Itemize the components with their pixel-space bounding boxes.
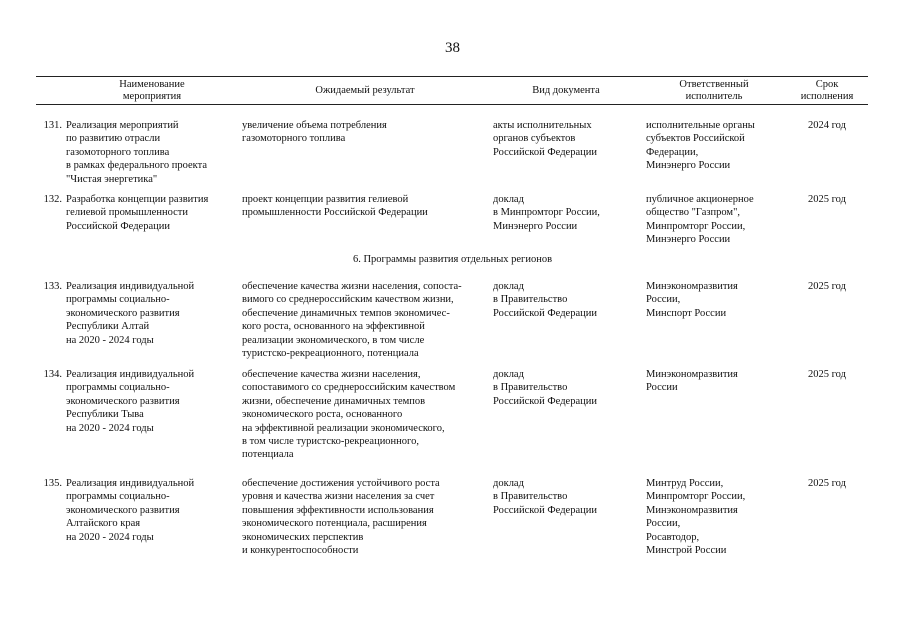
row-responsible: Минтруд России, Минпромторг России, Минэкономразвития России, Росавтодор, Минстрой России [646, 478, 746, 557]
row-deadline: 2025 год [808, 369, 846, 380]
row-deadline: 2025 год [808, 194, 846, 205]
row-responsible: публичное акционерное общество "Газпром", Минпромторг России, Минэнерго России [646, 194, 754, 246]
row-responsible: Минэкономразвития России, Минспорт России [646, 281, 738, 319]
row-result: обеспечение качества жизни населения, сопоставимого со среднероссийским качеством жизни, обеспечение динамичных темпов экономического роста, основанного на эффективной реализации экономического, в том числе туристско-рекреационного, потенциала [242, 369, 456, 461]
row-result: обеспечение качества жизни населения, сопоста- вимого со среднероссийским качеством жизни, обеспечение динамичных темпов экономичес- кого роста, основанного на эффективной реализации экономического, в том числе туристско-рекреационного, потенциала [242, 281, 462, 360]
header-deadline: Срок исполнения [800, 79, 854, 102]
row-doc-type: доклад в Правительство Российской Федерации [493, 478, 597, 516]
header-name: Наименование мероприятия [119, 79, 185, 102]
row-result: увеличение объема потребления газомоторного топлива [242, 120, 387, 145]
row-deadline: 2025 год [808, 281, 846, 292]
row-doc-type: доклад в Правительство Российской Федерации [493, 281, 597, 319]
row-number: 131. [43, 120, 62, 131]
header-responsible: Ответственный исполнитель [679, 79, 749, 102]
row-deadline: 2025 год [808, 478, 846, 489]
page-number: 38 [445, 40, 460, 56]
row-name: Реализация мероприятий по развитию отрасли газомоторного топлива в рамках федерального проекта "Чистая энергетика" [66, 120, 208, 185]
row-doc-type: доклад в Правительство Российской Федерации [493, 369, 597, 407]
row-number: 135. [43, 478, 62, 489]
row-result: обеспечение достижения устойчивого роста уровня и качества жизни населения за счет повышения эффективности использования экономического потенциала, расширения экономических перспектив и конкурентоспособности [242, 478, 440, 557]
row-name: Реализация индивидуальной программы социально- экономического развития Алтайского края на 2020 - 2024 годы [66, 478, 195, 543]
header-result: Ожидаемый результат [315, 85, 415, 96]
row-name: Разработка концепции развития гелиевой промышленности Российской Федерации [66, 194, 209, 232]
row-responsible: исполнительные органы субъектов Российской Федерации, Минэнерго России [646, 120, 755, 172]
row-name: Реализация индивидуальной программы социально- экономического развития Республики Алтай на 2020 - 2024 годы [66, 281, 195, 346]
table-header-top-rule [36, 76, 868, 77]
table-header-bottom-rule [36, 104, 868, 105]
header-doc-type: Вид документа [532, 85, 600, 96]
row-number: 133. [43, 281, 62, 292]
row-doc-type: доклад в Минпромторг России, Минэнерго России [493, 194, 600, 232]
row-number: 134. [43, 369, 62, 380]
section-title: 6. Программы развития отдельных регионов [352, 254, 553, 265]
row-responsible: Минэкономразвития России [646, 369, 738, 394]
row-number: 132. [43, 194, 62, 205]
row-doc-type: акты исполнительных органов субъектов Российской Федерации [493, 120, 597, 158]
row-deadline: 2024 год [808, 120, 846, 131]
row-result: проект концепции развития гелиевой промышленности Российской Федерации [242, 194, 428, 219]
row-name: Реализация индивидуальной программы социально- экономического развития Республики Тыва на 2020 - 2024 годы [66, 369, 195, 434]
